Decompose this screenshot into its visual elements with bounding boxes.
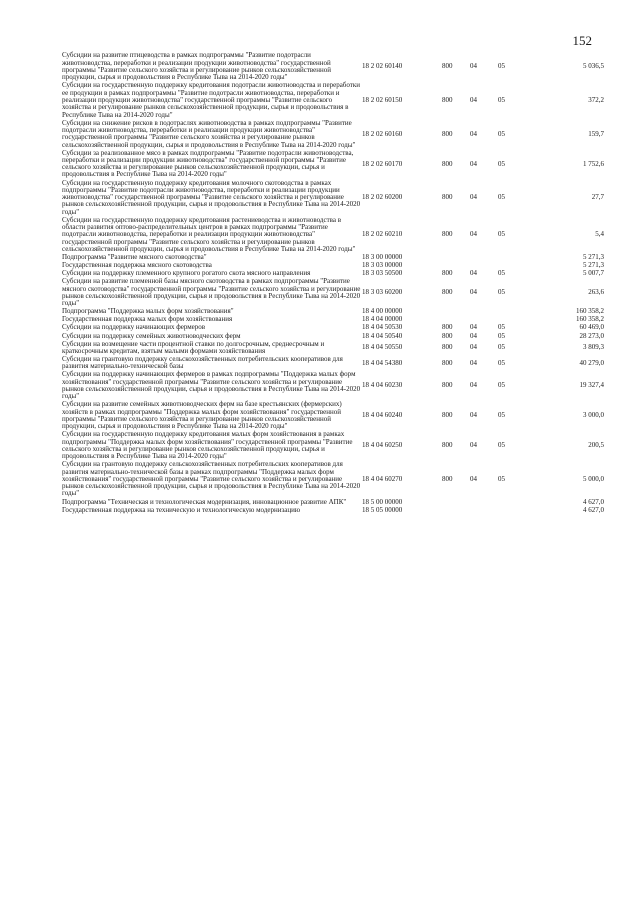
row-col-3: 05 [498, 474, 505, 483]
table-row [62, 498, 604, 506]
row-code: 18 4 04 50540 [362, 331, 403, 340]
row-sum: 19 327,4 [579, 381, 604, 390]
row-sum: 28 273,0 [579, 331, 604, 340]
row-sum: 5 036,5 [583, 62, 604, 71]
row-sum: 5 000,0 [583, 474, 604, 483]
row-col-2: 04 [470, 159, 477, 168]
row-sum: 3 809,3 [583, 343, 604, 352]
row-col-1: 800 [442, 95, 453, 104]
row-name: Государственная поддержка на техническую и технологическую модернизацию [62, 505, 301, 514]
table-row [62, 149, 604, 179]
row-name: Субсидии на поддержку племенного крупного рогатого скота мясного направления [62, 269, 311, 278]
row-sum: 159,7 [588, 129, 604, 138]
row-sum: 4 627,0 [583, 505, 604, 514]
table-row [62, 179, 604, 216]
row-code: 18 4 04 60230 [362, 381, 403, 390]
row-col-1: 800 [442, 193, 453, 202]
row-name: Субсидии на государственную поддержку кредитования молочного скотоводства в рамках подпрограммы "Развитие подотрасли животноводства, переработки и реализации продукции животноводства" государственной программы "Развитие сельского хозяйства и регулирование рынков сельскохозяйственной продукции, сырья и продовольствия в Республике Тыва на 2014-2020 годы" [62, 178, 361, 216]
row-sum: 60 469,0 [579, 323, 604, 332]
row-code: 18 4 04 50550 [362, 343, 403, 352]
table-row [62, 431, 604, 461]
row-code: 18 2 02 60140 [362, 62, 403, 71]
row-sum: 200,5 [588, 441, 604, 450]
row-col-2: 04 [470, 323, 477, 332]
row-sum: 5 007,7 [583, 269, 604, 278]
row-col-3 [498, 498, 528, 506]
row-sum: 5 271,3 [583, 261, 604, 270]
row-col-2 [470, 498, 498, 506]
row-col-3: 05 [498, 159, 505, 168]
budget-table [62, 52, 604, 514]
row-col-1: 800 [442, 474, 453, 483]
row-col-1 [442, 498, 470, 506]
row-sum: 160 358,2 [576, 307, 604, 316]
row-name: Субсидии на государственную поддержку кредитования подотрасли животноводства и переработки ее продукции в рамках подпрограммы "Развитие подотрасли животноводства, переработки и реализации продукции животноводства" государственной программы "Развитие сельского хозяйства и регулирование рынков сельскохозяйственной продукции, сырья и продовольствия в Республике Тыва на 2014-2020 годы" [62, 81, 360, 119]
table-row [62, 216, 604, 253]
row-col-3: 05 [498, 331, 505, 340]
row-col-1: 800 [442, 331, 453, 340]
row-code: 18 2 02 60160 [362, 129, 403, 138]
row-col-3 [498, 308, 528, 316]
row-name: Подпрограмма "Техническая и технологическая модернизация, инновационное развитие АПК" [62, 497, 347, 506]
row-name: Субсидии на государственную поддержку кредитования растениеводства и животноводства в области развития оптово-распределительных центров в рамках подпрограммы "Развитие подотрасли животноводства, переработки и реализации продукции животноводства" государственной программы "Развитие сельского хозяйства и регулирование рынков сельскохозяйственной продукции, сырья и продовольствия в Республике Тыва на 2014-2020 годы" [62, 215, 356, 254]
page-number: 152 [572, 33, 592, 48]
row-col-2: 04 [470, 193, 477, 202]
row-name: Подпрограмма "Поддержка малых форм хозяйствования" [62, 307, 234, 316]
row-col-1: 800 [442, 288, 453, 297]
row-col-3 [498, 254, 528, 262]
row-name: Субсидии за реализованное мясо в рамках подпрограммы "Развитие подотрасли животноводства, переработки и реализации продукции животноводства" государственной программы "Развитие сельского хозяйства и регулирование рынков сельскохозяйственной продукции, сырья и продовольствия в Республике Тыва на 2014-2020 годы" [62, 148, 354, 179]
row-code: 18 5 00 00000 [362, 497, 403, 506]
row-col-3: 05 [498, 381, 505, 390]
row-sum: 3 000,0 [583, 411, 604, 420]
row-col-3: 05 [498, 411, 505, 420]
row-code: 18 5 05 00000 [362, 505, 403, 514]
row-col-2: 04 [470, 411, 477, 420]
row-col-2: 04 [470, 343, 477, 352]
row-code: 18 2 02 60150 [362, 95, 403, 104]
row-col-1: 800 [442, 358, 453, 367]
row-name: Субсидии на грантовую поддержку сельскохозяйственных потребительских кооперативов для развития материально-технической базы [62, 354, 343, 371]
row-col-2 [470, 254, 498, 262]
row-col-3: 05 [498, 343, 505, 352]
row-col-2: 04 [470, 441, 477, 450]
row-col-2: 04 [470, 288, 477, 297]
row-sum: 5,4 [595, 230, 604, 239]
table-row [62, 461, 604, 498]
row-col-3: 05 [498, 358, 505, 367]
row-col-2: 04 [470, 230, 477, 239]
row-name: Субсидии на поддержку семейных животноводческих ферм [62, 331, 241, 340]
row-code: 18 3 03 00000 [362, 261, 403, 270]
row-col-1 [442, 506, 470, 514]
row-code: 18 4 04 00000 [362, 315, 403, 324]
row-code: 18 4 04 60240 [362, 411, 403, 420]
row-sum: 4 627,0 [583, 497, 604, 506]
row-col-1: 800 [442, 343, 453, 352]
row-name: Субсидии на развитие семейных животноводческих ферм на базе крестьянских (фермерских) хозяйств в рамках подпрограммы "Поддержка малых форм хозяйствования" государственной программы "Развитие сельского хозяйства и регулирование рынков сельскохозяйственной продукции, сырья и продовольствия в Республике Тыва на 2014-2020 годы" [62, 400, 342, 431]
row-col-1: 800 [442, 411, 453, 420]
row-col-3: 05 [498, 441, 505, 450]
row-col-3: 05 [498, 230, 505, 239]
row-col-1: 800 [442, 381, 453, 390]
row-name: Субсидии на поддержку начинающих фермеров [62, 323, 206, 332]
row-name: Подпрограмма "Развитие мясного скотоводства" [62, 253, 207, 262]
table-row [62, 401, 604, 431]
row-col-2: 04 [470, 129, 477, 138]
row-sum: 263,6 [588, 288, 604, 297]
row-col-2: 04 [470, 331, 477, 340]
row-name: Субсидии на грантовую поддержку сельскохозяйственных потребительских кооперативов для развития материально-технической базы в рамках подпрограммы "Поддержка малых форм хозяйствования" государственной программы "Развитие сельского хозяйства и регулирование рынков сельскохозяйственной продукции, сырья и продовольствия в Республике Тыва на 2014-2020 годы" [62, 460, 361, 498]
row-name: Субсидии на возмещение части процентной ставки по долгосрочным, среднесрочным и краткосрочным кредитам, взятым малыми формами хозяйствования [62, 339, 325, 355]
row-code: 18 2 02 60170 [362, 159, 403, 168]
row-code: 18 4 04 60270 [362, 474, 403, 483]
row-col-2: 04 [470, 269, 477, 278]
row-col-1: 800 [442, 159, 453, 168]
table-row [62, 371, 604, 401]
row-sum: 40 279,0 [579, 358, 604, 367]
row-code: 18 3 03 50500 [362, 269, 403, 278]
row-sum: 27,7 [591, 193, 604, 202]
row-col-1: 800 [442, 441, 453, 450]
table-row [62, 324, 604, 332]
row-col-3 [498, 506, 528, 514]
row-col-3: 05 [498, 323, 505, 332]
row-name: Государственная поддержка малых форм хозяйствования [62, 315, 233, 324]
row-col-3: 05 [498, 288, 505, 297]
table-row [62, 332, 604, 340]
row-code: 18 2 02 60210 [362, 230, 403, 239]
row-col-1 [442, 254, 470, 262]
row-code: 18 4 04 60250 [362, 441, 403, 450]
row-sum: 5 271,3 [583, 253, 604, 262]
row-code: 18 4 04 50530 [362, 323, 403, 332]
row-col-2 [470, 308, 498, 316]
row-code: 18 4 04 54380 [362, 358, 403, 367]
row-col-1: 800 [442, 129, 453, 138]
row-col-2: 04 [470, 62, 477, 71]
row-col-2 [470, 506, 498, 514]
row-col-3: 05 [498, 193, 505, 202]
row-name: Субсидии на снижение рисков в подотраслях животноводства в рамках подпрограммы "Развитие подотрасли животноводства, переработки и реализации продукции животноводства" государственной программы "Развитие сельского хозяйства и регулирование рынков сельскохозяйственной продукции, сырья и продовольствия в Республике Тыва на 2014-2020 годы" [62, 118, 356, 149]
row-col-1: 800 [442, 323, 453, 332]
row-col-1: 800 [442, 269, 453, 278]
table-row [62, 278, 604, 308]
row-col-1: 800 [442, 230, 453, 239]
row-col-2: 04 [470, 474, 477, 483]
row-sum: 372,2 [588, 95, 604, 104]
row-col-2: 04 [470, 381, 477, 390]
row-sum: 160 358,2 [576, 315, 604, 324]
row-col-2: 04 [470, 95, 477, 104]
row-col-3: 05 [498, 95, 505, 104]
row-code: 18 3 00 00000 [362, 253, 403, 262]
table-row [62, 506, 604, 514]
budget-table-body [62, 52, 604, 514]
table-row [62, 119, 604, 149]
row-col-1 [442, 308, 470, 316]
row-col-3: 05 [498, 129, 505, 138]
row-col-3: 05 [498, 62, 505, 71]
table-row [62, 52, 604, 82]
table-row [62, 340, 604, 355]
table-row [62, 356, 604, 371]
row-code: 18 2 02 60200 [362, 193, 403, 202]
row-sum: 1 752,6 [583, 159, 604, 168]
row-col-2: 04 [470, 358, 477, 367]
row-name: Субсидии на развитие птицеводства в рамках подпрограммы "Развитие подотрасли животноводства, переработки и реализации продукции животноводства" государственной программы "Развитие сельского хозяйства и регулирование рынков сельскохозяйственной продукции, сырья и продовольствия в Республике Тыва на 2014-2020 годы" [62, 51, 331, 82]
table-row [62, 82, 604, 119]
row-code: 18 3 03 60200 [362, 288, 403, 297]
row-col-3: 05 [498, 269, 505, 278]
row-name: Государственная поддержка мясного скотоводства [62, 261, 212, 270]
row-col-1: 800 [442, 62, 453, 71]
row-code: 18 4 00 00000 [362, 307, 403, 316]
row-name: Субсидии на поддержку начинающих фермеров в рамках подпрограммы "Поддержка малых форм хозяйствования" государственной программы "Развитие сельского хозяйства и регулирование рынков сельскохозяйственной продукции, сырья и продовольствия в Республике Тыва на 2014-2020 годы" [62, 370, 361, 401]
row-name: Субсидии на развитие племенной базы мясного скотоводства в рамках подпрограммы "Развитие мясного скотоводства" государственной программы "Развитие сельского хозяйства и регулирование рынков сельскохозяйственной продукции, сырья и продовольствия в Республике Тыва на 2014-2020 годы" [62, 277, 361, 308]
row-name: Субсидии на государственную поддержку кредитования малых форм хозяйствования в рамках подпрограммы "Поддержка малых форм хозяйствования" государственной программы "Развитие сельского хозяйства и регулирование рынков сельскохозяйственной продукции, сырья и продовольствия в Республике Тыва на 2014-2020 годы" [62, 430, 353, 461]
